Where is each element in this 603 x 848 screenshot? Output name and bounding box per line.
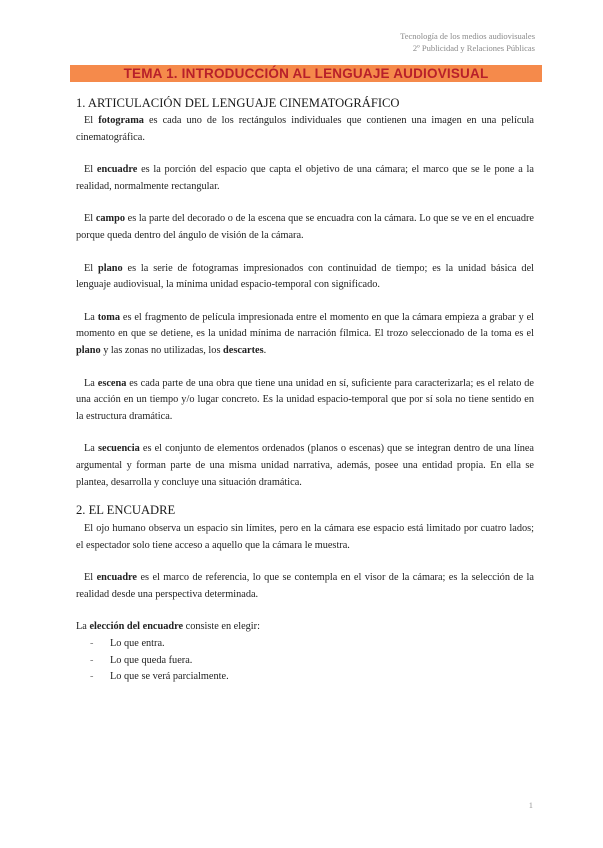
paragraph-encuadre: El encuadre es la porción del espacio que capta el objetivo de una cámara; el marco que se le pone a la realidad, normalmente rectangular. [76, 164, 534, 192]
page-header [400, 30, 535, 54]
document-body [76, 95, 534, 686]
paragraph-escena: La escena es cada parte de una obra que tiene una unidad en sí, suficiente para caracterizarla; es el relato de una acción en un tiempo y/o lugar concreto. Es la unidad espacio-temporal que por sí sola no tiene sentido en la estructura dramática. [76, 377, 534, 422]
paragraph-campo: El campo es la parte del decorado o de la escena que se encuadra con la cámara. Lo que se ve en el encuadre porque queda dentro del ángulo de visión de la cámara. [76, 213, 534, 241]
section-2-heading: 2. EL ENCUADRE [76, 503, 176, 518]
paragraph-toma: La toma es el fragmento de película impresionada entre el momento en que la cámara empieza a grabar y el momento en que se detiene, es la unidad mínima de narración fílmica. El trozo seleccionado de la toma es el plano y las zonas no utilizadas, los descartes. [76, 311, 535, 356]
paragraph-secuencia: La secuencia es el conjunto de elementos ordenados (planos o escenas) que se integran dentro de una línea argumental y forman parte de una misma unidad narrativa, además, posee una entidad propia. En ella se plantea, desarrolla y concluye una situación dramática. [76, 443, 535, 488]
list-item: - Lo que se verá parcialmente. [90, 671, 229, 683]
title-banner [70, 65, 542, 82]
paragraph-encuadre-marco: El encuadre es el marco de referencia, lo que se contempla en el visor de la cámara; es la selección de la realidad desde una perspectiva determinada. [76, 572, 534, 600]
paragraph-ojo-humano: El ojo humano observa un espacio sin límites, pero en la cámara ese espacio está limitado por cuatro lados; el espectador solo tiene acceso a aquello que la cámara le muestra. [76, 523, 534, 551]
header-course: Tecnología de los medios audiovisuales [400, 31, 535, 41]
paragraph-fotograma: El fotograma es cada uno de los rectángulos individuales que contienen una imagen en una película cinematográfica. [76, 115, 534, 143]
encuadre-options-list [76, 636, 534, 686]
section-1-heading: 1. ARTICULACIÓN DEL LENGUAJE CINEMATOGRÁFICO [76, 96, 400, 110]
page-title: TEMA 1. INTRODUCCIÓN AL LENGUAJE AUDIOVISUAL [123, 66, 489, 81]
list-item: - Lo que entra. [90, 638, 165, 650]
paragraph-plano: El plano es la serie de fotogramas impresionados con continuidad de tiempo; es la unidad básica del lenguaje audiovisual, la mínima unidad espacio-temporal con significado. [76, 262, 534, 291]
list-item: - Lo que queda fuera. [90, 654, 193, 666]
page-number: 1 [528, 800, 533, 810]
header-degree: 2º Publicidad y Relaciones Públicas [412, 43, 535, 53]
paragraph-eleccion-encuadre: La elección del encuadre consiste en elegir: [76, 621, 260, 633]
